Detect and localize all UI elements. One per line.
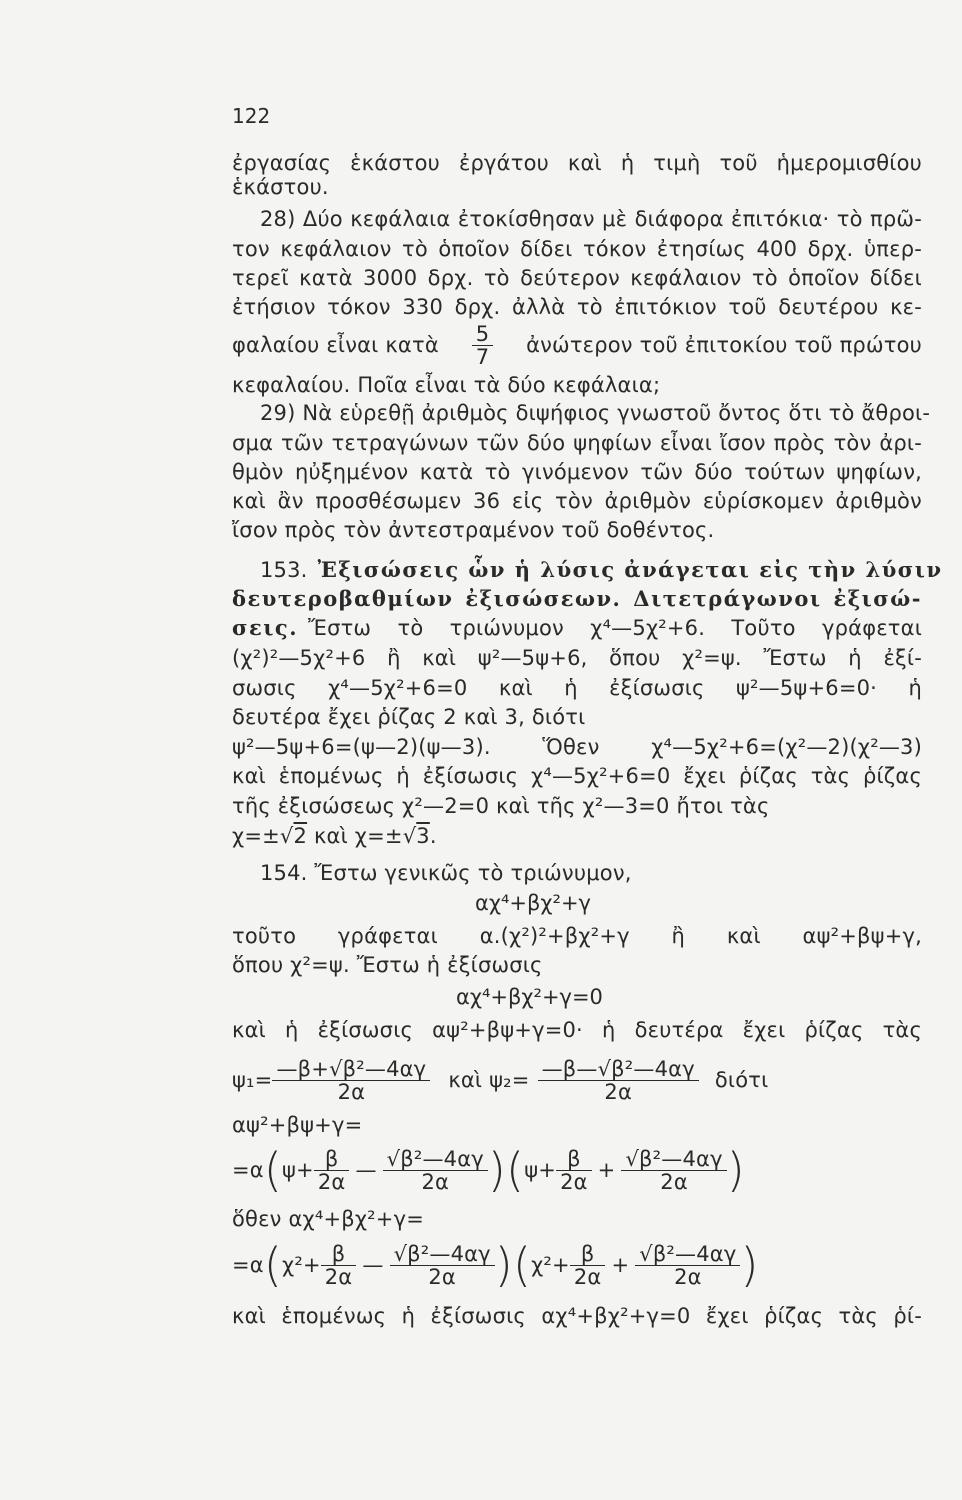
fraction-denominator: 2α <box>317 1169 346 1194</box>
fraction-denominator: 2α <box>428 1264 456 1289</box>
section-title-end: σεις. <box>232 615 299 640</box>
equation: αχ⁴+βχ²+γ <box>475 891 591 915</box>
text-line: καὶ ἑπομένως ἡ ἐξίσωσις αχ⁴+βχ²+γ=0 ἔχει ῥίζας τὰς ῥί- <box>232 1304 922 1328</box>
text-line: ἑκάστου. <box>232 175 329 199</box>
text-fragment: ψ+ <box>524 1158 557 1182</box>
fraction-denominator: 2α <box>324 1264 353 1289</box>
exercise-28-line: 28) Δύο κεφάλαια ἐτοκίσθησαν μὲ διάφορα ἐπιτόκια· τὸ πρῶ- <box>260 207 922 231</box>
paren: ( <box>263 1143 282 1197</box>
fraction-root-1 <box>272 1058 430 1103</box>
text-fragment: ψ+ <box>282 1158 314 1182</box>
paren: )( <box>494 1238 532 1292</box>
text-fragment: χ=± <box>232 824 280 848</box>
fraction-numerator: √β²—4αγ <box>621 1148 726 1171</box>
fraction-numerator: √β²—4αγ <box>390 1243 495 1266</box>
section-154-line: 154. Ἔστω γενικῶς τὸ τριώνυμον, <box>260 861 632 885</box>
text-fragment: καὶ χ=± <box>307 824 403 848</box>
equation: αχ⁴+βχ²+γ=0 <box>456 985 603 1009</box>
roots-formula-line <box>232 1050 922 1110</box>
text-line: καὶ ἡ ἐξίσωσις αψ²+βψ+γ=0· ἡ δευτέρα ἔχει ῥίζας τὰς <box>232 1018 922 1042</box>
fraction-numerator: β <box>314 1148 350 1171</box>
radicand: 3 <box>416 824 430 848</box>
text-fragment: φαλαίου εἶναι κατὰ <box>232 333 439 357</box>
fraction-denominator: 2α <box>337 1079 366 1104</box>
text-line: σμα τῶν τετραγώνων τῶν δύο ψηφίων εἶναι ἴσον πρὸς τὸν ἀρι- <box>232 431 922 455</box>
text-line: ὅθεν αχ⁴+βχ²+γ= <box>232 1207 425 1231</box>
text-line: αψ²+βψ+γ= <box>232 1113 363 1137</box>
radicand: 2 <box>293 824 308 848</box>
text-line: δευτέρα ἔχει ῥίζας 2 καὶ 3, διότι <box>232 705 586 729</box>
text-line-fraction <box>232 320 922 370</box>
fraction-denominator: 2α <box>604 1079 633 1104</box>
fraction-root <box>621 1148 726 1193</box>
text-line: ὅπου χ²=ψ. Ἔστω ἡ ἐξίσωσις <box>232 953 543 977</box>
fraction-numerator: β <box>570 1243 606 1266</box>
text-line: ἐτήσιον τόκον 330 δρχ. ἀλλὰ τὸ ἐπιτόκιον τοῦ δευτέρου κε- <box>232 295 922 319</box>
fraction-beta <box>321 1243 357 1288</box>
paren: ( <box>263 1238 282 1292</box>
fraction-denominator: 2α <box>421 1169 450 1194</box>
text-line: ψ²—5ψ+6=(ψ—2)(ψ—3). Ὅθεν χ⁴—5χ²+6=(χ²—2)(χ²—3) <box>232 735 922 759</box>
text-fragment: χ²+ <box>282 1253 321 1277</box>
text-line: τοῦτο γράφεται α.(χ²)²+βχ²+γ ἢ καὶ αψ²+βψ+γ, <box>232 924 922 948</box>
fraction-numerator: β <box>556 1148 592 1171</box>
page-number: 122 <box>232 104 271 128</box>
text-fragment: =α <box>232 1253 264 1277</box>
fraction-numerator: √β²—4αγ <box>383 1148 488 1171</box>
fraction-numerator: √β²—4αγ <box>635 1243 740 1266</box>
fraction-numerator: β <box>321 1243 357 1266</box>
paren: ) <box>726 1143 745 1197</box>
text-fragment: χ²+ <box>531 1253 570 1277</box>
exercise-29-line: 29) Νὰ εὑρεθῇ ἀριθμὸς διψήφιος γνωστοῦ ὄντος ὅτι τὸ ἄθροι- <box>260 401 931 425</box>
paren: )( <box>487 1143 525 1197</box>
fraction-denominator: 2α <box>573 1264 602 1289</box>
fraction-numerator: 5 <box>472 323 494 346</box>
fraction-numerator: —β+√β²—4αγ <box>272 1058 430 1081</box>
text-fragment: ψ₁= <box>232 1068 273 1092</box>
section-number: 153. <box>260 558 308 582</box>
text-line: ἴσον πρὸς τὸν ἀντεστραμένον τοῦ δοθέντος. <box>232 518 715 542</box>
text-line: καὶ ἑπομένως ἡ ἐξίσωσις χ⁴—5χ²+6=0 ἔχει ῥίζας τὰς ῥίζας <box>232 764 922 788</box>
text-line: ἐργασίας ἑκάστου ἐργάτου καὶ ἡ τιμὴ τοῦ ἡμερομισθίου <box>232 151 922 175</box>
fraction-denominator: 2α <box>674 1264 702 1289</box>
fraction-denominator: 7 <box>475 344 490 369</box>
text-fragment: . <box>429 824 437 848</box>
fraction-root <box>390 1243 495 1288</box>
text-fragment: ἀνώτερον τοῦ ἐπιτοκίου τοῦ πρώτου <box>526 333 922 357</box>
text-line: θμὸν ηὐξημένον κατὰ τὸ γινόμενον τῶν δύο τούτων ψηφίων, <box>232 460 922 484</box>
fraction-five-sevenths <box>472 323 494 368</box>
fraction-denominator: 2α <box>660 1169 688 1194</box>
roots-line: χ=±√2 καὶ χ=±√3. <box>232 824 437 848</box>
factorization-line-psi: =α ( ψ+ $\frac{\beta}{2\alpha}$ — $\frac{\text{√β²—4αγ}}{2\alpha}$ )( ψ+ $\frac{\beta}{2\alpha}$ + $\frac{\text{√β²—4αγ}}{2\alpha}$ ) <box>232 1143 745 1197</box>
text-fragment: =α <box>232 1158 264 1182</box>
paren: ) <box>740 1238 759 1292</box>
fraction-beta <box>314 1148 350 1193</box>
text-fragment: διότι <box>714 1068 769 1092</box>
fraction-beta <box>556 1148 592 1193</box>
fraction-root <box>383 1148 488 1193</box>
factorization-line-chi: =α ( χ²+ $\frac{\beta}{2\alpha}$ — $\frac{\text{√β²—4αγ}}{2\alpha}$ )( χ²+ $\frac{\beta}{2\alpha}$ + $\frac{\text{√β²—4αγ}}{2\alpha}$ ) <box>232 1238 759 1292</box>
fraction-root <box>635 1243 740 1288</box>
text-fragment: Ἔστω τὸ τριώνυμον χ⁴—5χ²+6. Τοῦτο γράφεται <box>308 616 922 640</box>
text-line: σωσις χ⁴—5χ²+6=0 καὶ ἡ ἐξίσωσις ψ²—5ψ+6=0· ἡ <box>232 676 922 700</box>
text-line: τον κεφάλαιον τὸ ὁποῖον δίδει τόκον ἐτησίως 400 δρχ. ὑπερ- <box>232 237 922 261</box>
text-line: (χ²)²—5χ²+6 ἢ καὶ ψ²—5ψ+6, ὅπου χ²=ψ. Ἔστω ἡ ἐξί- <box>232 646 922 670</box>
section-title: Ἐξισώσεις ὧν ἡ λύσις ἀνάγεται εἰς τὴν λύσιν <box>317 557 943 582</box>
fraction-denominator: 2α <box>560 1169 588 1194</box>
text-line: τερεῖ κατὰ 3000 δρχ. τὸ δεύτερον κεφάλαιον τὸ ὁποῖον δίδει <box>232 266 922 290</box>
text-fragment: καὶ ψ₂= <box>448 1068 530 1092</box>
fraction-numerator: —β—√β²—4αγ <box>538 1058 699 1081</box>
fraction-beta <box>570 1243 606 1288</box>
section-title-cont: δευτεροβαθμίων ἐξισώσεων. Διτετράγωνοι ἐξισώ- <box>232 586 922 611</box>
fraction-root-2 <box>538 1058 699 1103</box>
text-line: καὶ ἂν προσθέσωμεν 36 εἰς τὸν ἀριθμὸν εὑρίσκομεν ἀριθμὸν <box>232 489 922 513</box>
text-line: τῆς ἐξισώσεως χ²—2=0 καὶ τῆς χ²—3=0 ἤτοι τὰς <box>232 794 770 818</box>
text-line <box>232 615 922 641</box>
text-line: κεφαλαίου. Ποῖα εἶναι τὰ δύο κεφάλαια; <box>232 373 661 397</box>
section-153-heading <box>232 557 943 583</box>
